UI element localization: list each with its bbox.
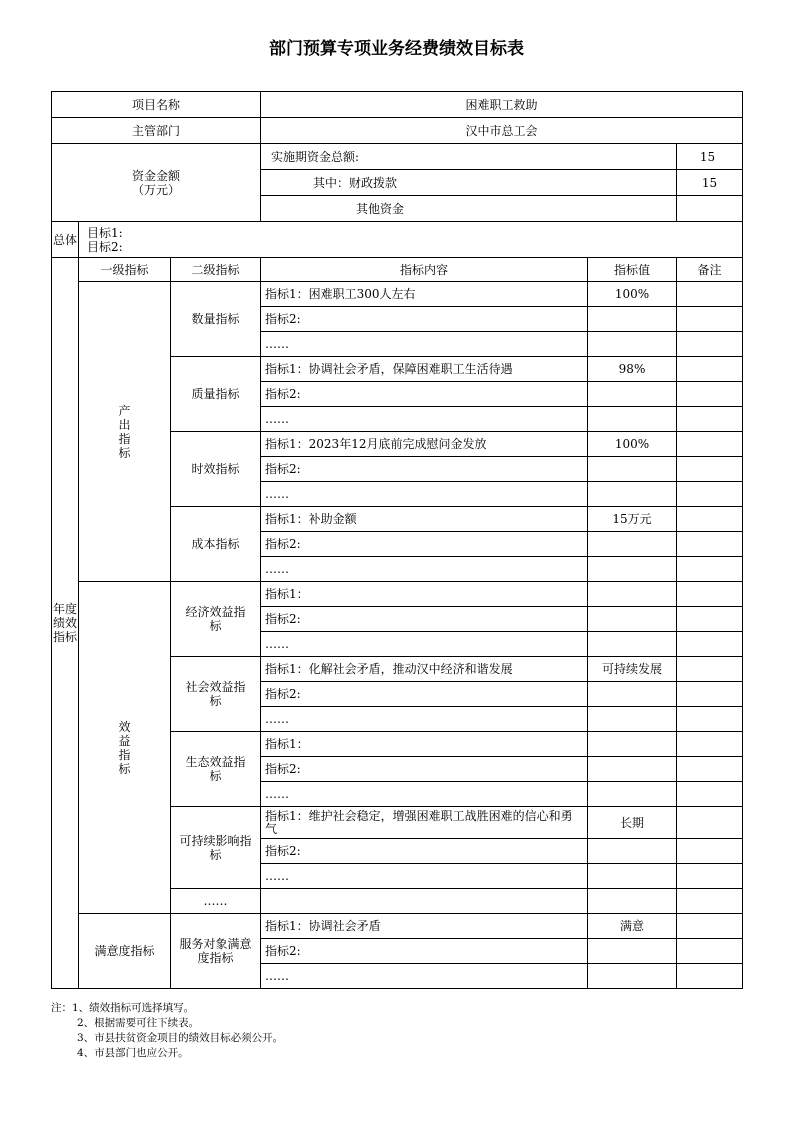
dept-value: 汉中市总工会 [261, 118, 743, 144]
quantity-dots: …… [261, 332, 588, 357]
timeliness-name: 时效指标 [171, 432, 261, 507]
note-2: 2、根据需要可往下续表。 [77, 1017, 200, 1029]
quantity-name: 数量指标 [171, 282, 261, 357]
social-ind1: 指标1：化解社会矛盾，推动汉中经济和谐发展 [261, 657, 588, 682]
sustain-val1: 长期 [588, 807, 677, 839]
page-title: 部门预算专项业务经费绩效目标表 [269, 39, 524, 59]
sustain-name: 可持续影响指标 [171, 807, 261, 889]
economic-ind1: 指标1： [261, 582, 588, 607]
ecological-ind2: 指标2: [261, 757, 588, 782]
funds-total-label: 实施期资金总额: [261, 144, 677, 170]
goal-2: 目标2: [87, 239, 123, 254]
funds-other-label: 其他资金 [261, 196, 677, 222]
header-remark: 备注 [677, 258, 743, 282]
benefit-more-dots: …… [171, 889, 261, 914]
timeliness-ind1: 指标1：2023年12月底前完成慰问金发放 [261, 432, 588, 457]
service-dots: …… [261, 964, 588, 989]
cost-val1: 15万元 [588, 507, 677, 532]
social-ind2: 指标2: [261, 682, 588, 707]
note-3: 3、市县扶贫资金项目的绩效目标必须公开。 [77, 1032, 284, 1044]
service-name: 服务对象满意度指标 [171, 914, 261, 989]
funds-label [52, 144, 261, 222]
dept-label: 主管部门 [52, 118, 261, 144]
social-name: 社会效益指标 [171, 657, 261, 732]
ecological-name: 生态效益指标 [171, 732, 261, 807]
sustain-ind2: 指标2: [261, 839, 588, 864]
quality-ind2: 指标2: [261, 382, 588, 407]
goal-1: 目标1: [87, 225, 123, 240]
social-dots: …… [261, 707, 588, 732]
funds-label-line2: （万元） [132, 182, 181, 197]
quality-val1: 98% [588, 357, 677, 382]
header-level2: 二级指标 [171, 258, 261, 282]
cost-ind2: 指标2: [261, 532, 588, 557]
service-ind2: 指标2: [261, 939, 588, 964]
overall-goals [79, 222, 743, 258]
funds-other-value [677, 196, 743, 222]
quality-dots: …… [261, 407, 588, 432]
project-name-value: 困难职工救助 [261, 92, 743, 118]
header-value: 指标值 [588, 258, 677, 282]
cost-name: 成本指标 [171, 507, 261, 582]
economic-ind2: 指标2: [261, 607, 588, 632]
timeliness-dots: …… [261, 482, 588, 507]
benefit-label: 效益指标 [79, 582, 171, 914]
quantity-ind2: 指标2: [261, 307, 588, 332]
overall-label: 总体 [52, 222, 79, 258]
quantity-ind1: 指标1：困难职工300人左右 [261, 282, 588, 307]
funds-label-line1: 资金金额 [132, 168, 181, 183]
timeliness-val1: 100% [588, 432, 677, 457]
economic-name: 经济效益指标 [171, 582, 261, 657]
quantity-val1: 100% [588, 282, 677, 307]
economic-dots: …… [261, 632, 588, 657]
notes [51, 1001, 283, 1061]
ecological-dots: …… [261, 782, 588, 807]
cost-ind1: 指标1：补助金额 [261, 507, 588, 532]
timeliness-ind2: 指标2: [261, 457, 588, 482]
performance-table [51, 91, 743, 989]
sustain-ind1: 指标1：维护社会稳定，增强困难职工战胜困难的信心和勇气 [261, 807, 588, 839]
output-label: 产出指标 [79, 282, 171, 582]
cost-dots: …… [261, 557, 588, 582]
annual-label: 年度绩效指标 [52, 258, 79, 989]
funds-fiscal-value: 15 [677, 170, 743, 196]
service-val1: 满意 [588, 914, 677, 939]
ecological-ind1: 指标1： [261, 732, 588, 757]
service-ind1: 指标1：协调社会矛盾 [261, 914, 588, 939]
note-4: 4、市县部门也应公开。 [77, 1047, 189, 1059]
header-content: 指标内容 [261, 258, 588, 282]
project-name-label: 项目名称 [52, 92, 261, 118]
note-1: 注：1、绩效指标可选择填写。 [51, 1002, 195, 1014]
satisfaction-label: 满意度指标 [79, 914, 171, 989]
funds-total-value: 15 [677, 144, 743, 170]
header-level1: 一级指标 [79, 258, 171, 282]
social-val1: 可持续发展 [588, 657, 677, 682]
funds-fiscal-label: 其中：财政拨款 [261, 170, 677, 196]
quality-ind1: 指标1：协调社会矛盾，保障困难职工生活待遇 [261, 357, 588, 382]
quality-name: 质量指标 [171, 357, 261, 432]
sustain-dots: …… [261, 864, 588, 889]
